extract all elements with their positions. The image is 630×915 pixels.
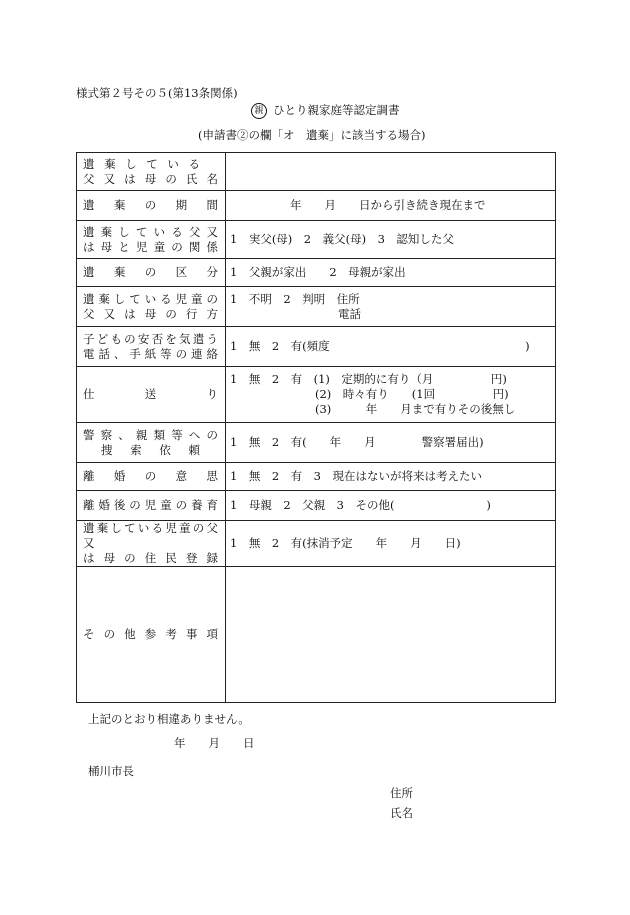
value-line: 1 無 2 有 (1) 定期的に有り（月 円) xyxy=(230,372,507,386)
value-line: 1 不明 2 判明 住所 xyxy=(230,291,360,306)
value-line: 電話 xyxy=(338,306,361,321)
circle-mark-text: 親 xyxy=(254,106,264,116)
label-line: は母と児童の関係 xyxy=(83,239,219,254)
table-row xyxy=(77,463,556,491)
table-row xyxy=(77,259,556,287)
table-row xyxy=(77,191,556,221)
row-value-search-request[interactable]: 1 無 2 有( 年 月 警察署届出) xyxy=(226,423,556,463)
row-label-divorce-intent: 離婚の意思 xyxy=(77,463,226,491)
row-value-notes[interactable] xyxy=(226,567,556,703)
label-line: は母の住民登録 xyxy=(83,551,219,565)
label-line: 子どもの安否を気遣う xyxy=(83,331,219,346)
table-row xyxy=(77,153,556,191)
row-value-abandon-period[interactable] xyxy=(226,191,556,221)
value-line: (3) 年 月まで有りその後無し xyxy=(315,402,516,416)
label-line: 電話、手紙等の連絡 xyxy=(83,346,219,361)
declaration-text: 上記のとおり相違ありません。 xyxy=(88,712,250,726)
form-table xyxy=(76,152,556,703)
table-row xyxy=(77,491,556,521)
row-label-remittance: 仕送り xyxy=(77,367,226,423)
table-row xyxy=(77,367,556,423)
row-label-relationship xyxy=(77,221,226,259)
row-value-relationship[interactable]: 1 実父(母) 2 義父(母) 3 認知した父 xyxy=(226,221,556,259)
row-label-abandon-period: 遺棄の期間 xyxy=(77,191,226,221)
address-label: 住所 xyxy=(390,786,413,800)
table-row xyxy=(77,221,556,259)
table-row xyxy=(77,327,556,367)
row-value-abandon-type[interactable]: 1 父親が家出 2 母親が家出 xyxy=(226,259,556,287)
value-line: (2) 時々有り (1回 円) xyxy=(315,387,509,401)
row-value-registration[interactable]: 1 無 2 有(抹消予定 年 月 日) xyxy=(226,521,556,567)
label-line: 遺棄している父又 xyxy=(83,224,219,239)
row-label-search-request xyxy=(77,423,226,463)
table-row xyxy=(77,423,556,463)
row-value-abandoner-name[interactable] xyxy=(226,153,556,191)
label-line: 遺棄している児童の父又 xyxy=(83,521,219,550)
row-label-abandoner-name xyxy=(77,153,226,191)
label-line: 遺棄している児童の xyxy=(83,291,219,306)
row-value-divorce-intent[interactable]: 1 無 2 有 3 現在はないが将来は考えたい xyxy=(226,463,556,491)
row-value-child-care[interactable]: 1 母親 2 父親 3 その他( ) xyxy=(226,491,556,521)
table-row xyxy=(77,567,556,703)
label-line: 遺棄している xyxy=(83,156,201,171)
row-label-whereabouts xyxy=(77,287,226,327)
date-line: 年 月 日 xyxy=(174,736,255,750)
name-label: 氏名 xyxy=(390,806,413,820)
title-line xyxy=(251,103,400,119)
label-line: 警察、親類等への xyxy=(83,427,219,442)
label-line: 父又は母の行方 xyxy=(83,306,219,321)
row-label-child-care: 離婚後の児童の養育 xyxy=(77,491,226,521)
value-text: 年 月 日から引き続き現在まで xyxy=(290,198,486,212)
addressee: 桶川市長 xyxy=(88,764,134,778)
table-row xyxy=(77,521,556,567)
document-subtitle: (申請書②の欄「オ 遺棄」に該当する場合) xyxy=(198,128,426,142)
row-value-remittance[interactable] xyxy=(226,367,556,423)
table-row xyxy=(77,287,556,327)
row-label-notes: その他参考事項 xyxy=(77,567,226,703)
document-title: ひとり親家庭等認定調書 xyxy=(273,103,400,117)
row-label-contact xyxy=(77,327,226,367)
circle-mark-icon xyxy=(251,103,267,119)
label-line: 捜索依頼 xyxy=(101,442,201,457)
row-label-registration xyxy=(77,521,226,567)
row-label-abandon-type: 遺棄の区分 xyxy=(77,259,226,287)
row-value-contact[interactable]: 1 無 2 有(頻度 ) xyxy=(226,327,556,367)
form-number: 様式第２号その５(第13条関係) xyxy=(76,86,238,100)
label-line: 父又は母の氏名 xyxy=(83,171,219,186)
row-value-whereabouts[interactable] xyxy=(226,287,556,327)
